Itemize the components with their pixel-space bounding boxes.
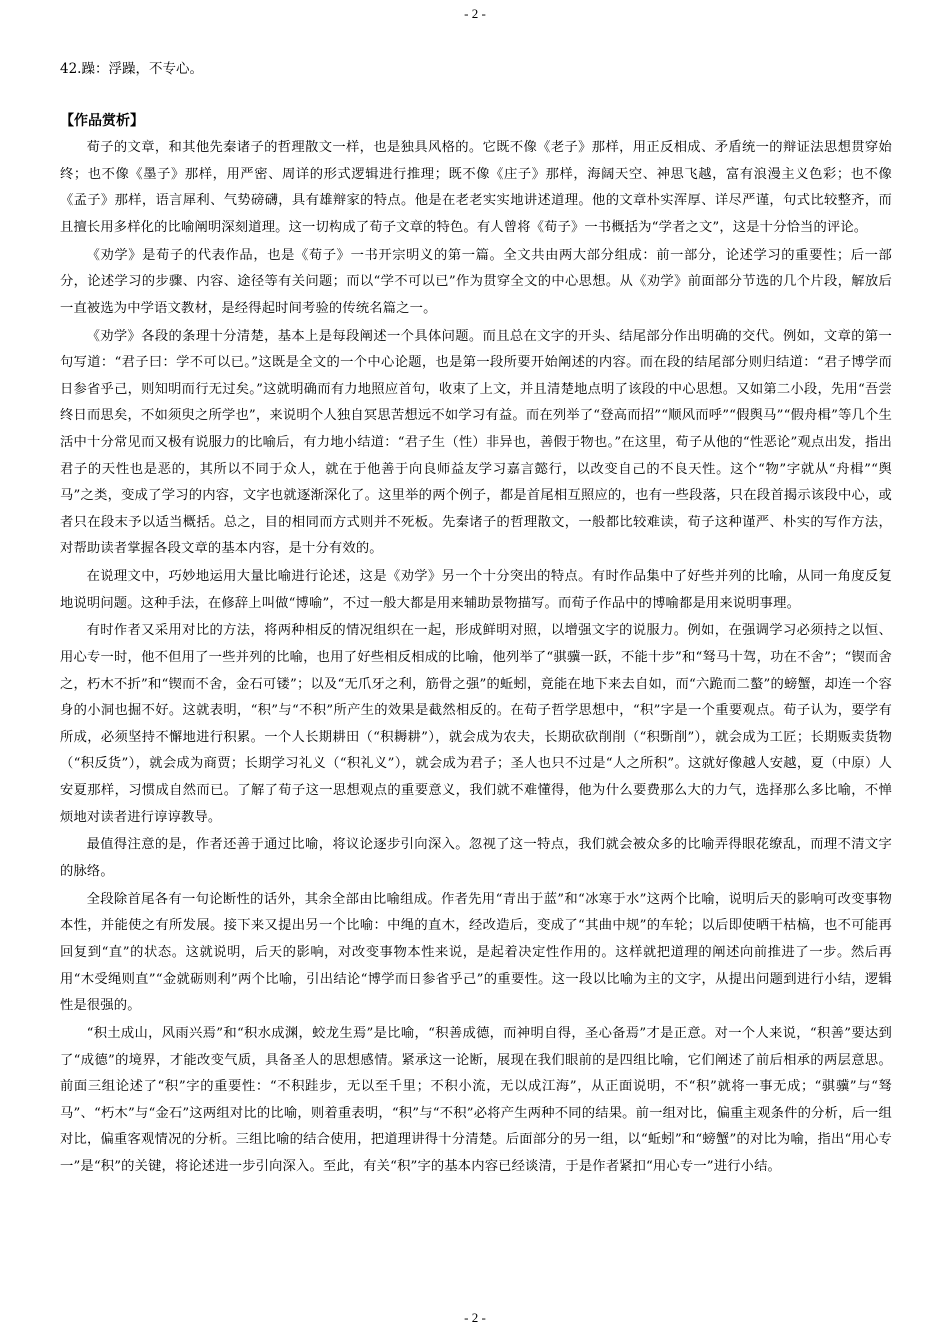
page-number-bottom: - 2 - bbox=[464, 1310, 486, 1325]
document-body bbox=[60, 55, 892, 1182]
section-heading: 【作品赏析】 bbox=[60, 113, 144, 129]
paragraph-8: “积土成山，风雨兴焉”和“积水成渊，蛟龙生焉”是比喻，“积善成德，而神明自得，圣心备焉”才是正意。对一个人来说，“积善”要达到了“成德”的境界，才能改变气质，具备圣人的思想感情。紧承这一论断，展现在我们眼前的是四组比喻，它们阐述了前后相承的两层意思。前面三组论述了“积”字的重要性：“不积跬步，无以至千里；不积小流，无以成江海”，从正面说明，不“积”就将一事无成；“骐骥”与“驽马”、“朽木”与“金石”这两组对比的比喻，则着重表明，“积”与“不积”必将产生两种不同的结果。前一组对比，偏重主观条件的分析，后一组对比，偏重客观情况的分析。三组比喻的结合使用，把道理讲得十分清楚。后面部分的另一组，以“蚯蚓”和“螃蟹”的对比为喻，指出“用心专一”是“积”的关键，将论述进一步引向深入。至此，有关“积”字的基本内容已经谈清，于是作者紧扣“用心专一”进行小结。 bbox=[60, 1025, 892, 1174]
paragraph-2: 《劝学》是荀子的代表作品，也是《荀子》一书开宗明义的第一篇。全文共由两大部分组成：前一部分，论述学习的重要性；后一部分，论述学习的步骤、内容、途径等有关问题；而以“学不可以已”作为贯穿全文的中心思想。从《劝学》前面部分节选的几个片段，解放后一直被选为中学语文教材，是经得起时间考验的传统名篇之一。 bbox=[60, 247, 892, 316]
footnote-42: 42.躁：浮躁，不专心。 bbox=[60, 61, 203, 77]
page-number-top: - 2 - bbox=[464, 6, 486, 21]
paragraph-7: 全段除首尾各有一句论断性的话外，其余全部由比喻组成。作者先用“青出于蓝”和“冰寒于水”这两个比喻，说明后天的影响可改变事物本性，并能使之有所发展。接下来又提出另一个比喻：中绳的直木，经改造后，变成了“其曲中规”的车轮；以后即使晒干枯槁，也不可能再回复到“直”的状态。这就说明，后天的影响，对改变事物本性来说，是起着决定性作用的。这样就把道理的阐述向前推进了一步。然后再用“木受绳则直”“金就砺则利”两个比喻，引出结论“博学而日参省乎己”的重要性。这一段以比喻为主的文字，从提出问题到进行小结，逻辑性是很强的。 bbox=[60, 891, 892, 1014]
paragraph-3: 《劝学》各段的条理十分清楚，基本上是每段阐述一个具体问题。而且总在文字的开头、结尾部分作出明确的交代。例如，文章的第一句写道：“君子曰：学不可以已。”这既是全文的一个中心论题，也是第一段所要开始阐述的内容。而在段的结尾部分则归结道：“君子博学而日参省乎己，则知明而行无过矣。”这就明确而有力地照应首句，收束了上文，并且清楚地点明了该段的中心思想。又如第二小段，先用“吾尝终日而思矣，不如须臾之所学也”，来说明个人独自冥思苦想远不如学习有益。而在列举了“登高而招”“顺风而呼”“假舆马”“假舟楫”等几个生活中十分常见而又极有说服力的比喻后，有力地小结道：“君子生（性）非异也，善假于物也。”在这里，荀子从他的“性恶论”观点出发，指出君子的天性也是恶的，其所以不同于众人，就在于他善于向良师益友学习嘉言懿行，以改变自己的不良天性。这个“物”字就从“舟楫”“舆马”之类，变成了学习的内容，文字也就逐渐深化了。这里举的两个例子，都是首尾相互照应的，也有一些段落，只在段首揭示该段中心，或者只在段末予以适当概括。总之，目的相同而方式则并不死板。先秦诸子的哲理散文，一般都比较难读，荀子这种谨严、朴实的写作方法，对帮助读者掌握各段文章的基本内容，是十分有效的。 bbox=[60, 328, 892, 557]
paragraph-6: 最值得注意的是，作者还善于通过比喻，将议论逐步引向深入。忽视了这一特点，我们就会被众多的比喻弄得眼花缭乱，而理不清文字的脉络。 bbox=[60, 837, 892, 879]
paragraph-1: 荀子的文章，和其他先秦诸子的哲理散文一样，也是独具风格的。它既不像《老子》那样，用正反相成、矛盾统一的辩证法思想贯穿始终；也不像《墨子》那样，用严密、周详的形式逻辑进行推理；既不像《庄子》那样，海阔天空、神思飞越，富有浪漫主义色彩；也不像《孟子》那样，语言犀利、气势磅礴，具有雄辩家的特点。他是在老老实实地讲述道理。他的文章朴实浑厚、详尽严谨，句式比较整齐，而且擅长用多样化的比喻阐明深刻道理。这一切构成了荀子文章的特色。有人曾将《荀子》一书概括为“学者之文”，这是十分恰当的评论。 bbox=[60, 140, 892, 235]
paragraph-5: 有时作者又采用对比的方法，将两种相反的情况组织在一起，形成鲜明对照，以增强文字的说服力。例如，在强调学习必须持之以恒、用心专一时，他不但用了一些并列的比喻，也用了好些相反相成的比喻，他列举了“骐骥一跃，不能十步”和“驽马十驾，功在不舍”；“锲而舍之，朽木不折”和“锲而不舍，金石可镂”；以及“无爪牙之利，筋骨之强”的蚯蚓，竟能在地下来去自如，而“六跪而二螯”的螃蟹，却连一个容身的小洞也掘不好。这就表明，“积”与“不积”所产生的效果是截然相反的。在荀子哲学思想中，“积”字是一个重要观点。荀子认为，要学有所成，必须坚持不懈地进行积累。一个人长期耕田（“积耨耕”），就会成为农夫，长期砍砍削削（“积斲削”），就会成为工匠；长期贩卖货物（“积反货”），就会成为商贾；长期学习礼义（“积礼义”），就会成为君子；圣人也只不过是“人之所积”。这就好像越人安越，夏（中原）人安夏那样，习惯成自然而已。了解了荀子这一思想观点的重要意义，我们就不难懂得，他为什么要费那么大的力气，选择那么多比喻，不惮烦地对读者进行谆谆教导。 bbox=[60, 623, 892, 825]
paragraph-4: 在说理文中，巧妙地运用大量比喻进行论述，这是《劝学》另一个十分突出的特点。有时作品集中了好些并列的比喻，从同一角度反复地说明问题。这种手法，在修辞上叫做“博喻”，不过一般大都是用来辅助景物描写。而荀子作品中的博喻都是用来说明事理。 bbox=[60, 569, 892, 611]
